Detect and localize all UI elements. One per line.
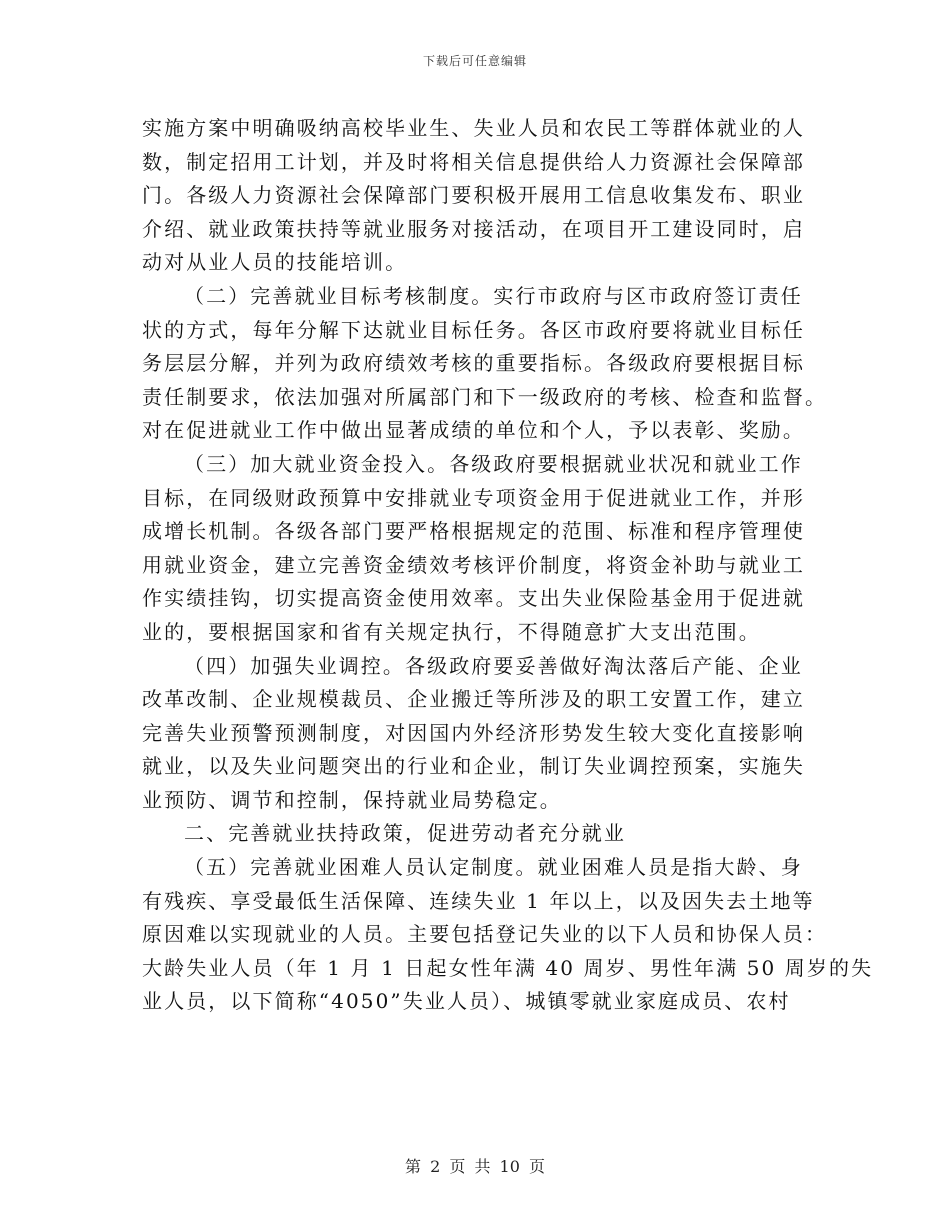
text-line: 务层层分解，并列为政府绩效考核的重要指标。各级政府要根据目标: [142, 351, 805, 376]
paragraph-first-line: 二、完善就业扶持政策，促进劳动者充分就业: [184, 821, 626, 846]
text-line: 对在促进就业工作中做出显著成绩的单位和个人，予以表彰、奖励。: [142, 418, 805, 443]
text-line: 大龄失业人员（年 1 月 1 日起女性年满 40 周岁、男性年满 50 周岁的失: [142, 955, 874, 980]
paragraph-first-line: （五）完善就业困难人员认定制度。就业困难人员是指大龄、身: [184, 855, 803, 880]
text-line: 有残疾、享受最低生活保障、连续失业 1 年以上，以及因失去土地等: [142, 888, 815, 913]
text-line: 介绍、就业政策扶持等就业服务对接活动，在项目开工建设同时，启: [142, 216, 805, 241]
text-line: 门。各级人力资源社会保障部门要积极开展用工信息收集发布、职业: [142, 183, 805, 208]
text-line: 原因难以实现就业的人员。主要包括登记失业的以下人员和协保人员：: [142, 922, 828, 947]
text-line: 用就业资金，建立完善资金绩效考核评价制度，将资金补助与就业工: [142, 552, 805, 577]
text-line: 成增长机制。各级各部门要严格根据规定的范围、标准和程序管理使: [142, 519, 805, 544]
page-footer: 第 2 页 共 10 页: [405, 1157, 545, 1176]
document-body: [142, 112, 874, 1019]
text-line: 作实绩挂钩，切实提高资金使用效率。支出失业保险基金用于促进就: [142, 586, 805, 611]
paragraph-first-line: （二）完善就业目标考核制度。实行市政府与区市政府签订责任: [184, 283, 803, 308]
paragraph-first-line: （三）加大就业资金投入。各级政府要根据就业状况和就业工作: [184, 451, 803, 476]
text-line: 目标，在同级财政预算中安排就业专项资金用于促进就业工作，并形: [142, 485, 805, 510]
paragraph-first-line: （四）加强失业调控。各级政府要妥善做好淘汰落后产能、企业: [184, 653, 803, 678]
text-line: 责任制要求，依法加强对所属部门和下一级政府的考核、检查和监督。: [142, 384, 828, 409]
text-line: 完善失业预警预测制度，对因国内外经济形势发生较大变化直接影响: [142, 720, 805, 745]
text-line: 业人员，以下简称“4050”失业人员）、城镇零就业家庭成员、农村: [142, 989, 791, 1014]
text-line: 状的方式，每年分解下达就业目标任务。各区市政府要将就业目标任: [142, 317, 805, 342]
text-line: 业的，要根据国家和省有关规定执行，不得随意扩大支出范围。: [142, 619, 761, 644]
text-line: 改革改制、企业规模裁员、企业搬迁等所涉及的职工安置工作，建立: [142, 687, 805, 712]
page-header: 下载后可任意编辑: [422, 54, 527, 68]
text-line: 实施方案中明确吸纳高校毕业生、失业人员和农民工等群体就业的人: [142, 116, 805, 140]
text-line: 业预防、调节和控制，保持就业局势稳定。: [142, 787, 562, 812]
text-line: 就业，以及失业问题突出的行业和企业，制订失业调控预案，实施失: [142, 754, 805, 779]
text-line: 动对从业人员的技能培训。: [142, 250, 408, 275]
text-line: 数，制定招用工计划，并及时将相关信息提供给人力资源社会保障部: [142, 149, 805, 174]
